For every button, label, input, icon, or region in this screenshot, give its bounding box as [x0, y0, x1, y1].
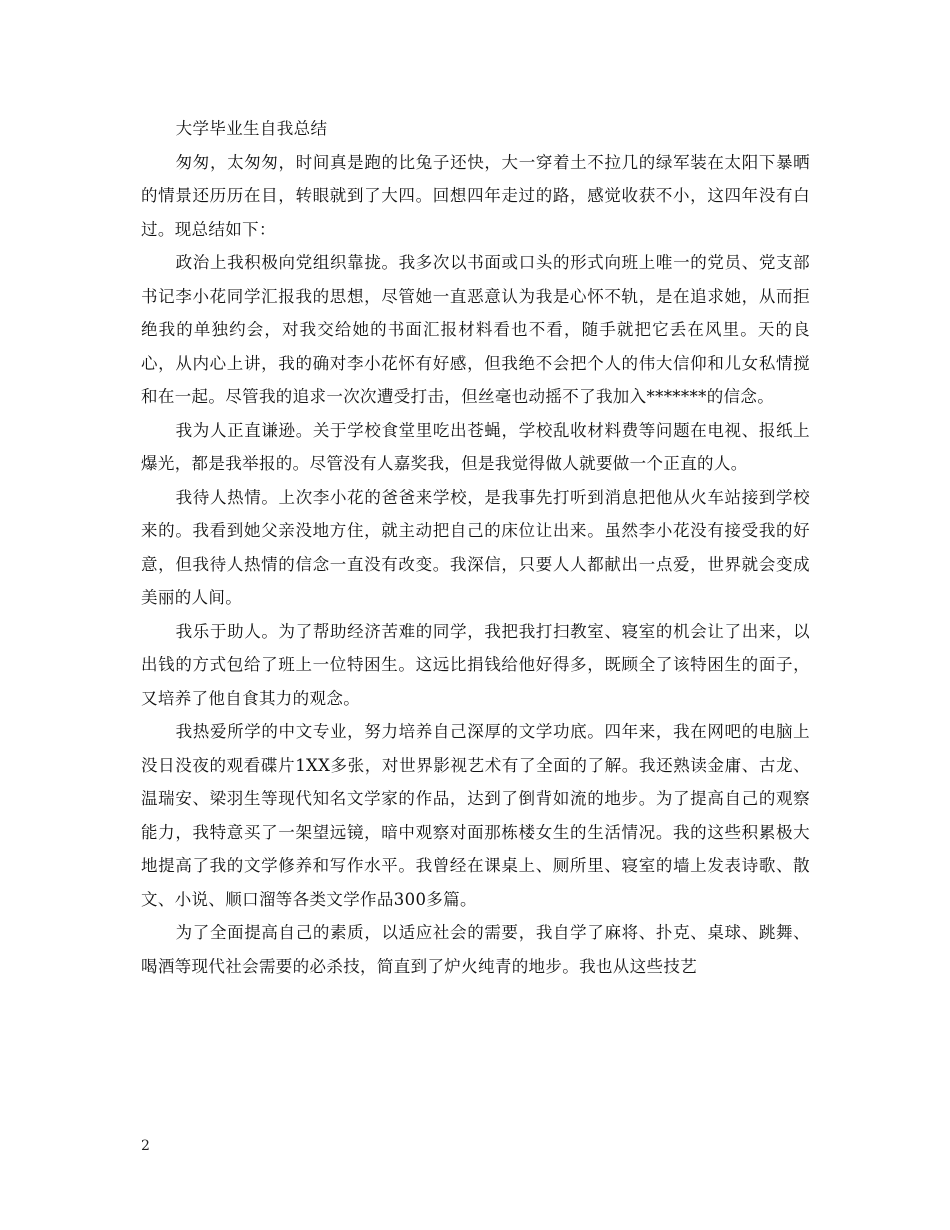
- paragraph: 我待人热情。上次李小花的爸爸来学校，是我事先打听到消息把他从火车站接到学校来的。我看到她父亲没地方住，就主动把自己的床位让出来。虽然李小花没有接受我的好意，但我待人热情的信念一直没有改变。我深信，只要人人都献出一点爱，世界就会变成美丽的人间。: [141, 487, 810, 607]
- page-number: 2: [141, 1138, 150, 1154]
- paragraph: 匆匆，太匆匆，时间真是跑的比兔子还快，大一穿着土不拉几的绿军装在太阳下暴晒的情景还历历在目，转眼就到了大四。回想四年走过的路，感觉收获不小，这四年没有白过。现总结如下：: [141, 152, 810, 239]
- paragraph: 政治上我积极向党组织靠拢。我多次以书面或口头的形式向班上唯一的党员、党支部书记李小花同学汇报我的思想，尽管她一直恶意认为我是心怀不轨，是在追求她，从而拒绝我的单独约会，对我交给她的书面汇报材料看也不看，随手就把它丢在风里。天的良心，从内心上讲，我的确对李小花怀有好感，但我绝不会把个人的伟大信仰和儿女私情搅和在一起。尽管我的追求一次次遭受打击，但丝毫也动摇不了我加入*******的信念。: [141, 253, 810, 406]
- document-title: 大学毕业生自我总结: [175, 119, 328, 138]
- paragraph: 我乐于助人。为了帮助经济苦难的同学，我把我打扫教室、寝室的机会让了出来，以出钱的方式包给了班上一位特困生。这远比捐钱给他好得多，既顾全了该特困生的面子，又培养了他自食其力的观念。: [141, 621, 810, 708]
- document-body: [141, 112, 810, 983]
- paragraph: 我为人正直谦逊。关于学校食堂里吃出苍蝇，学校乱收材料费等问题在电视、报纸上爆光，都是我举报的。尽管没有人嘉奖我，但是我觉得做人就要做一个正直的人。: [141, 420, 810, 473]
- paragraph: 为了全面提高自己的素质，以适应社会的需要，我自学了麻将、扑克、桌球、跳舞、喝酒等现代社会需要的必杀技，简直到了炉火纯青的地步。我也从这些技艺: [141, 923, 810, 976]
- paragraph: 我热爱所学的中文专业，努力培养自己深厚的文学功底。四年来，我在网吧的电脑上没日没夜的观看碟片1XX多张，对世界影视艺术有了全面的了解。我还熟读金庸、古龙、温瑞安、梁羽生等现代知名文学家的作品，达到了倒背如流的地步。为了提高自己的观察能力，我特意买了一架望远镜，暗中观察对面那栋楼女生的生活情况。我的这些积累极大地提高了我的文学修养和写作水平。我曾经在课桌上、厕所里、寝室的墙上发表诗歌、散文、小说、顺口溜等各类文学作品300多篇。: [141, 722, 810, 909]
